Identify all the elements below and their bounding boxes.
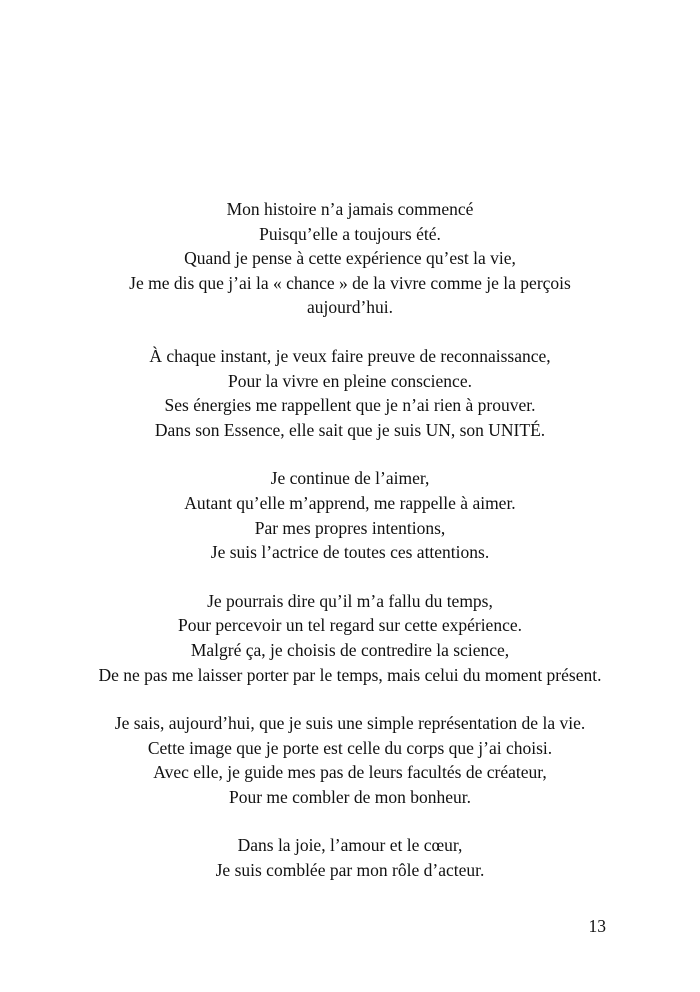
poem-line: Dans son Essence, elle sait que je suis UN, son UNITÉ. <box>154 419 546 440</box>
poem-line: Puisqu’elle a toujours été. <box>259 223 441 244</box>
stanza-6 <box>0 833 700 882</box>
poem-line: Je continue de l’aimer, <box>270 468 430 489</box>
poem-line: Dans la joie, l’amour et le cœur, <box>237 835 463 856</box>
poem-line: Pour me combler de mon bonheur. <box>228 786 472 807</box>
stanza-3 <box>0 466 700 564</box>
poem-line: aujourd’hui. <box>306 297 394 318</box>
poem-line: Pour la vivre en pleine conscience. <box>228 370 472 391</box>
poem-line: Autant qu’elle m’apprend, me rappelle à aimer. <box>184 492 516 513</box>
page-number: 13 <box>588 916 606 936</box>
poem-line: Je pourrais dire qu’il m’a fallu du temps, <box>207 590 493 611</box>
stanza-2 <box>0 344 700 442</box>
poem-line: Je me dis que j’ai la « chance » de la vivre comme je la perçois <box>129 272 571 293</box>
stanza-5 <box>0 711 700 809</box>
poem-line: Quand je pense à cette expérience qu’est la vie, <box>184 248 516 269</box>
poem-body <box>0 197 700 907</box>
poem-line: Ses énergies me rappellent que je n’ai rien à prouver. <box>164 395 536 416</box>
poem-line: De ne pas me laisser porter par le temps, mais celui du moment présent. <box>98 664 602 685</box>
poem-line: Mon histoire n’a jamais commencé <box>226 199 474 219</box>
poem-line: Pour percevoir un tel regard sur cette expérience. <box>177 615 522 636</box>
poem-line: Malgré ça, je choisis de contredire la science, <box>190 639 510 660</box>
poem-line: Avec elle, je guide mes pas de leurs facultés de créateur, <box>153 762 547 783</box>
stanza-1 <box>0 197 700 320</box>
poem-line: Par mes propres intentions, <box>254 517 446 538</box>
poem-line: Je sais, aujourd’hui, que je suis une simple représentation de la vie. <box>114 713 586 734</box>
stanza-4 <box>0 589 700 687</box>
poem-line: À chaque instant, je veux faire preuve de reconnaissance, <box>149 345 551 366</box>
poem-line: Cette image que je porte est celle du corps que j’ai choisi. <box>147 737 553 758</box>
poem-line: Je suis l’actrice de toutes ces attentions. <box>210 542 490 563</box>
poem-line: Je suis comblée par mon rôle d’acteur. <box>215 860 485 881</box>
